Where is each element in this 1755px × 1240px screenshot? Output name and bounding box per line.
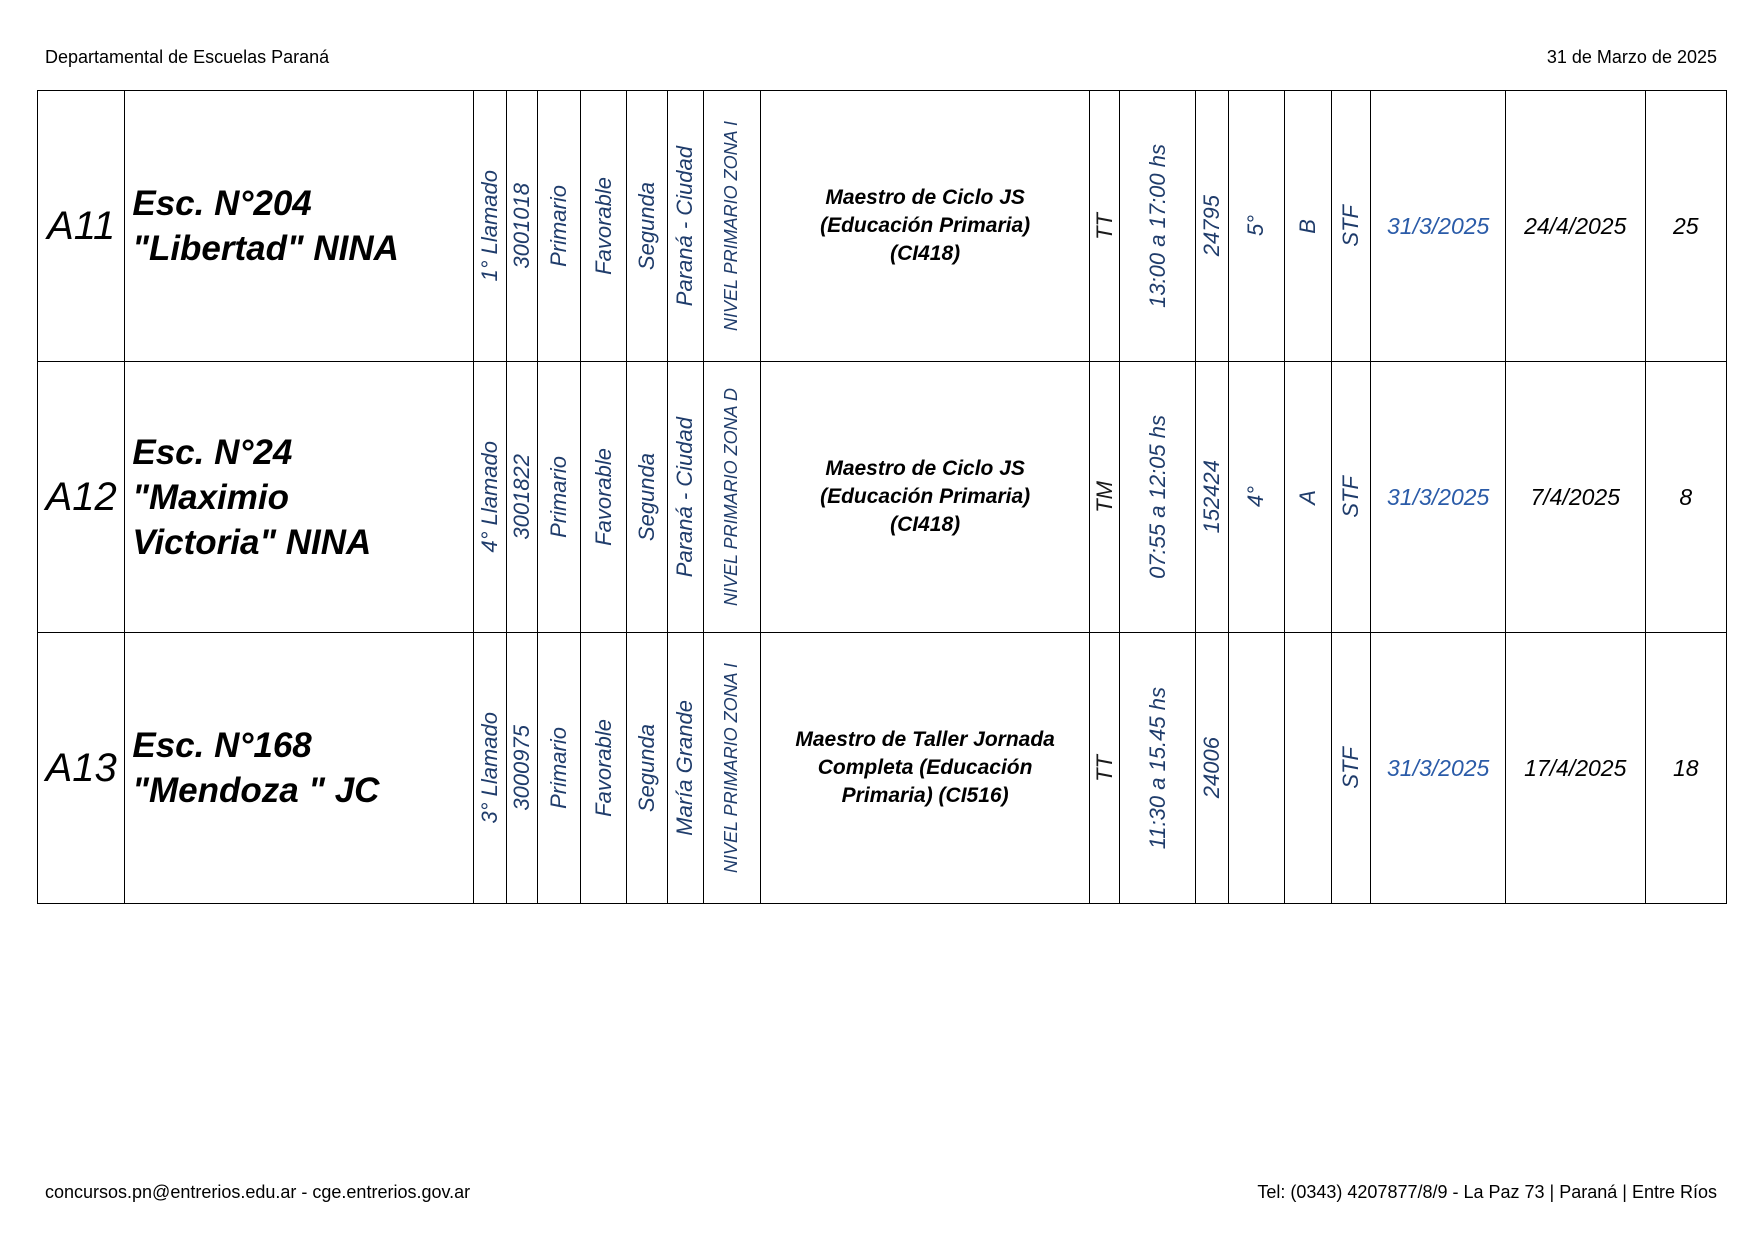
grade-cell <box>1228 633 1284 904</box>
school-name-line: Victoria" NINA <box>132 522 372 562</box>
section-cell-text: A <box>1295 489 1321 505</box>
days-count: 18 <box>1645 633 1726 904</box>
locality-cell-text: Paraná - Ciudad <box>672 416 698 578</box>
level-cell <box>538 633 581 904</box>
section-cell-text: B <box>1295 218 1321 234</box>
position-id-cell-text: 152424 <box>1198 460 1224 534</box>
category-cell <box>627 91 667 362</box>
zone-type-cell <box>581 91 627 362</box>
position-title-line: Primaria) (CI516) <box>841 784 1009 807</box>
school-name-line: "Maximio <box>132 477 289 517</box>
status-cell-text: STF <box>1338 205 1364 247</box>
position-title-line: Maestro de Taller Jornada <box>795 728 1055 751</box>
header-date: 31 de Marzo de 2025 <box>1546 47 1717 67</box>
header-institution: Departamental de Escuelas Paraná <box>45 47 330 67</box>
school-name <box>125 633 473 904</box>
status-cell-text: STF <box>1338 747 1364 789</box>
school-code-cell <box>506 362 537 633</box>
position-title <box>760 633 1089 904</box>
school-name <box>125 362 473 633</box>
row-id: A13 <box>38 633 125 904</box>
end-date: 24/4/2025 <box>1505 91 1645 362</box>
school-code-cell-text: 3001018 <box>508 183 534 269</box>
schedule-cell <box>1120 362 1195 633</box>
level-cell-text: Primario <box>546 727 572 809</box>
grade-cell-text: 5° <box>1243 215 1269 237</box>
category-cell <box>627 362 667 633</box>
zone-type-cell <box>581 362 627 633</box>
zone-cell <box>703 362 760 633</box>
school-name-line: Esc. N°24 <box>132 432 293 472</box>
school-name-line: Esc. N°204 <box>132 184 312 223</box>
category-cell <box>627 633 667 904</box>
level-cell-text: Primario <box>546 185 572 267</box>
llamado-cell <box>473 91 506 362</box>
row-id: A12 <box>38 362 125 633</box>
schedule-cell <box>1120 91 1195 362</box>
category-cell-text: Segunda <box>633 723 659 813</box>
shift-cell <box>1090 633 1120 904</box>
section-cell <box>1285 91 1332 362</box>
footer-contact-address: Tel: (0343) 4207877/8/9 - La Paz 73 | Paraná | Entre Ríos <box>1257 1182 1717 1202</box>
position-title-line: Maestro de Ciclo JS <box>825 457 1025 480</box>
school-code-cell <box>506 633 537 904</box>
zone-cell <box>703 633 760 904</box>
school-name-line: "Libertad" NINA <box>132 229 399 268</box>
shift-cell <box>1090 91 1120 362</box>
zone-cell-text: NIVEL PRIMARIO ZONA I <box>721 120 742 332</box>
position-title-line: Completa (Educación <box>817 756 1033 779</box>
llamado-cell <box>473 633 506 904</box>
status-cell <box>1332 362 1371 633</box>
position-title-line: (Educación Primaria) <box>820 485 1031 508</box>
schedule-cell-text: 11:30 a 15.45 hs <box>1144 686 1170 850</box>
grade-cell-text: 4° <box>1243 486 1269 508</box>
school-name-line: "Mendoza " JC <box>132 771 380 810</box>
llamado-cell-text: 1° Llamado <box>476 170 502 282</box>
status-cell <box>1332 91 1371 362</box>
table-row <box>38 633 1727 904</box>
category-cell-text: Segunda <box>633 452 659 542</box>
locality-cell-text: Paraná - Ciudad <box>672 145 698 307</box>
level-cell-text: Primario <box>546 456 572 538</box>
llamado-cell-text: 3° Llamado <box>476 712 502 824</box>
shift-cell-text: TT <box>1091 754 1117 782</box>
position-title-line: (Educación Primaria) <box>820 214 1031 237</box>
schedule-cell-text: 07:55 a 12:05 hs <box>1144 415 1170 579</box>
position-title-line: Maestro de Ciclo JS <box>825 186 1025 209</box>
position-title <box>760 91 1089 362</box>
school-name <box>125 91 473 362</box>
llamado-cell <box>473 362 506 633</box>
zone-cell <box>703 91 760 362</box>
zone-cell-text: NIVEL PRIMARIO ZONA D <box>721 387 742 607</box>
grade-cell <box>1228 362 1284 633</box>
shift-cell-text: TM <box>1091 481 1117 513</box>
zone-type-cell-text: Favorable <box>590 177 616 275</box>
school-code-cell-text: 3000975 <box>508 725 534 811</box>
section-cell <box>1285 633 1332 904</box>
end-date: 17/4/2025 <box>1505 633 1645 904</box>
end-date: 7/4/2025 <box>1505 362 1645 633</box>
position-id-cell <box>1195 91 1228 362</box>
school-code-cell-text: 3001822 <box>508 454 534 540</box>
zone-cell-text: NIVEL PRIMARIO ZONA I <box>721 662 742 874</box>
row-id: A11 <box>38 91 125 362</box>
table-row <box>38 362 1727 633</box>
position-id-cell-text: 24006 <box>1198 737 1224 799</box>
position-id-cell <box>1195 362 1228 633</box>
status-cell <box>1332 633 1371 904</box>
table-row <box>38 91 1727 362</box>
position-id-cell <box>1195 633 1228 904</box>
shift-cell-text: TT <box>1091 212 1117 240</box>
status-cell-text: STF <box>1338 476 1364 518</box>
shift-cell <box>1090 362 1120 633</box>
level-cell <box>538 362 581 633</box>
school-code-cell <box>506 91 537 362</box>
zone-type-cell-text: Favorable <box>590 448 616 546</box>
zone-type-cell-text: Favorable <box>590 719 616 817</box>
start-date: 31/3/2025 <box>1371 633 1506 904</box>
position-title <box>760 362 1089 633</box>
schedule-cell-text: 13:00 a 17:00 hs <box>1144 144 1170 308</box>
level-cell <box>538 91 581 362</box>
days-count: 25 <box>1645 91 1726 362</box>
locality-cell <box>667 362 703 633</box>
locality-cell <box>667 633 703 904</box>
position-id-cell-text: 24795 <box>1198 195 1224 257</box>
position-title-line: (CI418) <box>890 242 961 265</box>
locality-cell <box>667 91 703 362</box>
vacancy-table <box>37 90 1727 904</box>
zone-type-cell <box>581 633 627 904</box>
schedule-cell <box>1120 633 1195 904</box>
position-title-line: (CI418) <box>890 513 961 536</box>
locality-cell-text: María Grande <box>672 700 698 836</box>
days-count: 8 <box>1645 362 1726 633</box>
start-date: 31/3/2025 <box>1371 362 1506 633</box>
section-cell <box>1285 362 1332 633</box>
llamado-cell-text: 4° Llamado <box>476 441 502 553</box>
category-cell-text: Segunda <box>633 181 659 271</box>
grade-cell <box>1228 91 1284 362</box>
start-date: 31/3/2025 <box>1371 91 1506 362</box>
school-name-line: Esc. N°168 <box>132 726 312 765</box>
footer-contact-email: concursos.pn@entrerios.edu.ar - cge.entrerios.gov.ar <box>45 1182 471 1202</box>
